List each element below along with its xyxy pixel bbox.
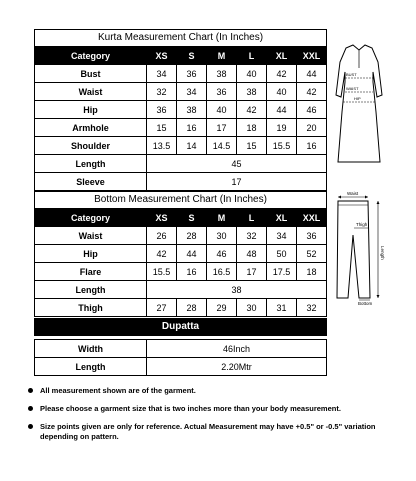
bullet-icon (28, 388, 33, 393)
bottom-header-xxl: XXL (297, 209, 327, 227)
bottom-row-flare: Flare 15.5 16 16.5 17 17.5 18 (35, 263, 327, 281)
kurta-row-sleeve: Sleeve 17 (35, 173, 327, 191)
bottom-row-hip: Hip 42 44 46 48 50 52 (35, 245, 327, 263)
bottom-header-s: S (177, 209, 207, 227)
kurta-row-armhole: Armhole 15 16 17 18 19 20 (35, 119, 327, 137)
pant-bottom-label: Bottom (358, 301, 373, 306)
kurta-row-hip: Hip 36 38 40 42 44 46 (35, 101, 327, 119)
diagram-bust-label: BUST (346, 72, 357, 77)
kurta-header-l: L (237, 47, 267, 65)
bottom-table-title: Bottom Measurement Chart (In Inches) (35, 192, 327, 209)
bullet-icon (28, 424, 33, 429)
kurta-header-s: S (177, 47, 207, 65)
kurta-header-xxl: XXL (297, 47, 327, 65)
pant-length-label: Length (380, 246, 385, 260)
bottom-measurement-table (34, 191, 327, 317)
kurta-header-m: M (207, 47, 237, 65)
kurta-row-length: Length 45 (35, 155, 327, 173)
kurta-diagram (332, 40, 386, 170)
kurta-header-xl: XL (267, 47, 297, 65)
kurta-row-bust: Bust 34 36 38 40 42 44 (35, 65, 327, 83)
kurta-table-title: Kurta Measurement Chart (In Inches) (35, 30, 327, 47)
diagram-waist-label: WAIST (346, 86, 359, 91)
kurta-measurement-table (34, 29, 327, 191)
kurta-row-waist: Waist 32 34 36 38 40 42 (35, 83, 327, 101)
diagram-hip-label: HIP (354, 96, 361, 101)
kurta-header-category: Category (35, 47, 147, 65)
pant-waist-label: Waist (347, 191, 359, 196)
note-item: All measurement shown are of the garment. (28, 386, 388, 396)
bottom-row-waist: Waist 26 28 30 32 34 36 (35, 227, 327, 245)
note-item: Size points given are only for reference. Actual Measurement may have +0.5" or -0.5" variation depending on pattern. (28, 422, 388, 442)
bottom-row-thigh: Thigh 27 28 29 30 31 32 (35, 299, 327, 317)
bullet-icon (28, 406, 33, 411)
pant-thigh-label: Thigh (356, 222, 368, 227)
bottom-row-length: Length 38 (35, 281, 327, 299)
bottom-header-category: Category (35, 209, 147, 227)
bottom-header-l: L (237, 209, 267, 227)
notes-list (28, 386, 388, 450)
bottom-header-m: M (207, 209, 237, 227)
bottom-header-xl: XL (267, 209, 297, 227)
dupatta-row-length: Length 2.20Mtr (35, 358, 327, 376)
kurta-header-xs: XS (147, 47, 177, 65)
bottom-header-xs: XS (147, 209, 177, 227)
dupatta-table (34, 318, 327, 376)
dupatta-table-title: Dupatta (35, 319, 327, 336)
kurta-row-shoulder: Shoulder 13.5 14 14.5 15 15.5 16 (35, 137, 327, 155)
note-item: Please choose a garment size that is two inches more than your body measurement. (28, 404, 388, 414)
dupatta-row-width: Width 46Inch (35, 340, 327, 358)
pant-diagram (334, 190, 390, 306)
